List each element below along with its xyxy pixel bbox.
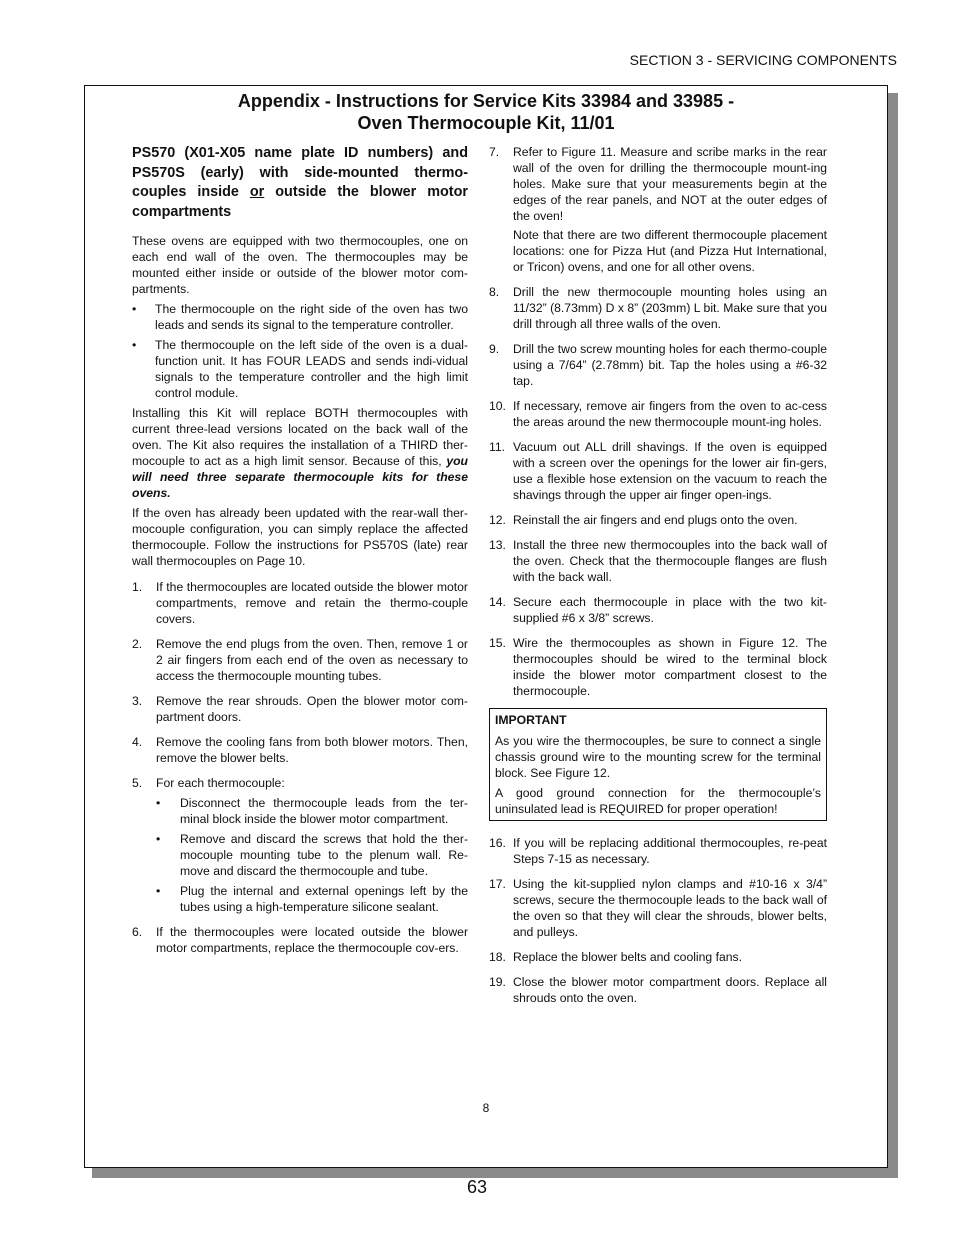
step-item: 19. Close the blower motor compartment doors. Replace all shrouds onto the oven. <box>489 975 827 1005</box>
step-item: 10. If necessary, remove air fingers from the oven to ac-cess the areas around the new thermocouple mount-ing holes. <box>489 399 827 429</box>
important-heading: IMPORTANT <box>495 713 567 727</box>
step-item: 2. Remove the end plugs from the oven. Then, remove 1 or 2 air fingers from each end of the oven as necessary to access the thermocouple mounting tubes. <box>132 637 468 683</box>
updated-paragraph: If the oven has already been updated with the rear-wall ther-mocouple configuration, you can simply replace the affected thermocouple. Follow the instructions for PS570S (late) rear wall thermocouples on Page 10. <box>132 506 468 568</box>
sub-bullet-item: • Plug the internal and external openings left by the tubes using a high-temperature silicone sealant. <box>156 884 468 914</box>
left-subheading: PS570 (X01-X05 name plate ID numbers) and PS570S (early) with side-mounted thermo-couples inside or outside the blower motor compartments <box>132 145 468 220</box>
left-column <box>132 144 468 965</box>
step-item: 16. If you will be replacing additional thermocouples, re-peat Steps 7-15 as necessary. <box>489 836 827 866</box>
inner-page-number: 8 <box>482 1101 490 1115</box>
step-item: 6. If the thermocouples were located outside the blower motor compartments, replace the thermocouple cov-ers. <box>132 925 468 955</box>
important-paragraph: As you wire the thermocouples, be sure to connect a single chassis ground wire to the mounting screw for the terminal block. See Figure 12. <box>495 734 821 780</box>
install-emphasis: you will need three separate thermocouple kits for these ovens. <box>132 454 468 500</box>
intro-paragraph: These ovens are equipped with two thermocouples, one on each end wall of the oven. The thermocouples may be mounted either inside or outside of the blower motor com-partments. <box>132 234 468 296</box>
step-item: 13. Install the three new thermocouples into the back wall of the oven. Check that the thermocouple flanges are flush with the back wall. <box>489 538 827 584</box>
bullet-item: • The thermocouple on the right side of the oven has two leads and sends its signal to the temperature controller. <box>132 302 468 332</box>
sub-bullet-item: • Remove and discard the screws that hold the ther-mocouple mounting tube to the plenum wall. Re-move and discard the thermocouple and tube. <box>156 832 468 878</box>
install-paragraph: Installing this Kit will replace BOTH thermocouples with current three-lead versions located on the back wall of the oven. The Kit also requires the installation of a THIRD ther-mocouple to act as a high limit sensor. Because of this, you will need three separate thermocouple kits for these ovens. <box>132 406 468 500</box>
step-item: 18. Replace the blower belts and cooling fans. <box>489 950 742 964</box>
placement-note: Note that there are two different thermocouple placement locations: one for Pizza Hut (and Pizza Hut International, or Tricon) ovens, and one for all other ovens. <box>513 228 827 274</box>
step-item: 4. Remove the cooling fans from both blower motors. Then, remove the blower belts. <box>132 735 468 765</box>
appendix-title <box>85 90 887 134</box>
step-item: 8. Drill the new thermocouple mounting holes using an 11/32” (8.73mm) D x 8” (203mm) L bit. Make sure that you drill through all three walls of the oven. <box>489 285 827 331</box>
important-paragraph: A good ground connection for the thermocouple’s uninsulated lead is REQUIRED for proper operation! <box>495 786 821 816</box>
important-box <box>489 708 827 821</box>
page-number: 63 <box>466 1177 488 1197</box>
section-header: SECTION 3 - SERVICING COMPONENTS <box>629 52 897 68</box>
step-item: 5. For each thermocouple: • Disconnect the thermocouple leads from the ter-minal block inside the blower motor compartment. • Remove and discard the screws that hold the ther-mocouple mounting tube to the plenum wall. Re-move and discard the thermocouple and tube. • Plug the internal and external openings left by the tubes using a high-temperature silicone sealant. <box>132 776 468 914</box>
bullet-item: • The thermocouple on the left side of the oven is a dual-function unit. It has FOUR LEADS and sends indi-vidual signals to the temperature controller and the high limit control module. <box>132 338 468 400</box>
content-frame <box>84 85 888 1168</box>
title-line-1: Appendix - Instructions for Service Kits 33984 and 33985 - <box>237 91 735 111</box>
step-item: 12. Reinstall the air fingers and end plugs onto the oven. <box>489 513 798 527</box>
step-item: 9. Drill the two screw mounting holes for each thermo-couple using a 7/64” (2.78mm) bit. Tap the holes using a #6-32 tap. <box>489 342 827 388</box>
sub-bullet-item: • Disconnect the thermocouple leads from the ter-minal block inside the blower motor compartment. <box>156 796 468 826</box>
or-underlined: or <box>249 184 265 200</box>
title-line-2: Oven Thermocouple Kit, 11/01 <box>357 113 615 133</box>
step-item: 1. If the thermocouples are located outside the blower motor compartments, remove and retain the thermo-couple covers. <box>132 580 468 626</box>
step-item: 3. Remove the rear shrouds. Open the blower motor com-partment doors. <box>132 694 468 724</box>
step-item: 7. Refer to Figure 11. Measure and scribe marks in the rear wall of the oven for drilling the thermocouple mount-ing holes. Make sure that your measurements begin at the edges of the rear panels, and NOT at the outer edges of the oven! Note that there are two different thermocouple placement locations: one for Pizza Hut (and Pizza Hut International, or Tricon) ovens, and one for all other ovens. <box>489 145 827 274</box>
step-item: 17. Using the kit-supplied nylon clamps and #10-16 x 3/4” screws, secure the thermocouple leads to the back wall of the oven so that they will clear the shrouds, blower belts, and pulleys. <box>489 877 827 939</box>
step-item: 15. Wire the thermocouples as shown in Figure 12. The thermocouples should be wired to the terminal block inside the blower motor compartment closest to the thermocouple. <box>489 636 827 698</box>
step-item: 11. Vacuum out ALL drill shavings. If the oven is equipped with a screen over the openings for the lower air fin-gers, use a flexible hose extension on the vacuum to reach the shavings through the upper air finger open-ings. <box>489 440 827 502</box>
step-item: 14. Secure each thermocouple in place with the two kit-supplied #6 x 3/8” screws. <box>489 595 827 625</box>
right-column <box>489 144 827 1015</box>
